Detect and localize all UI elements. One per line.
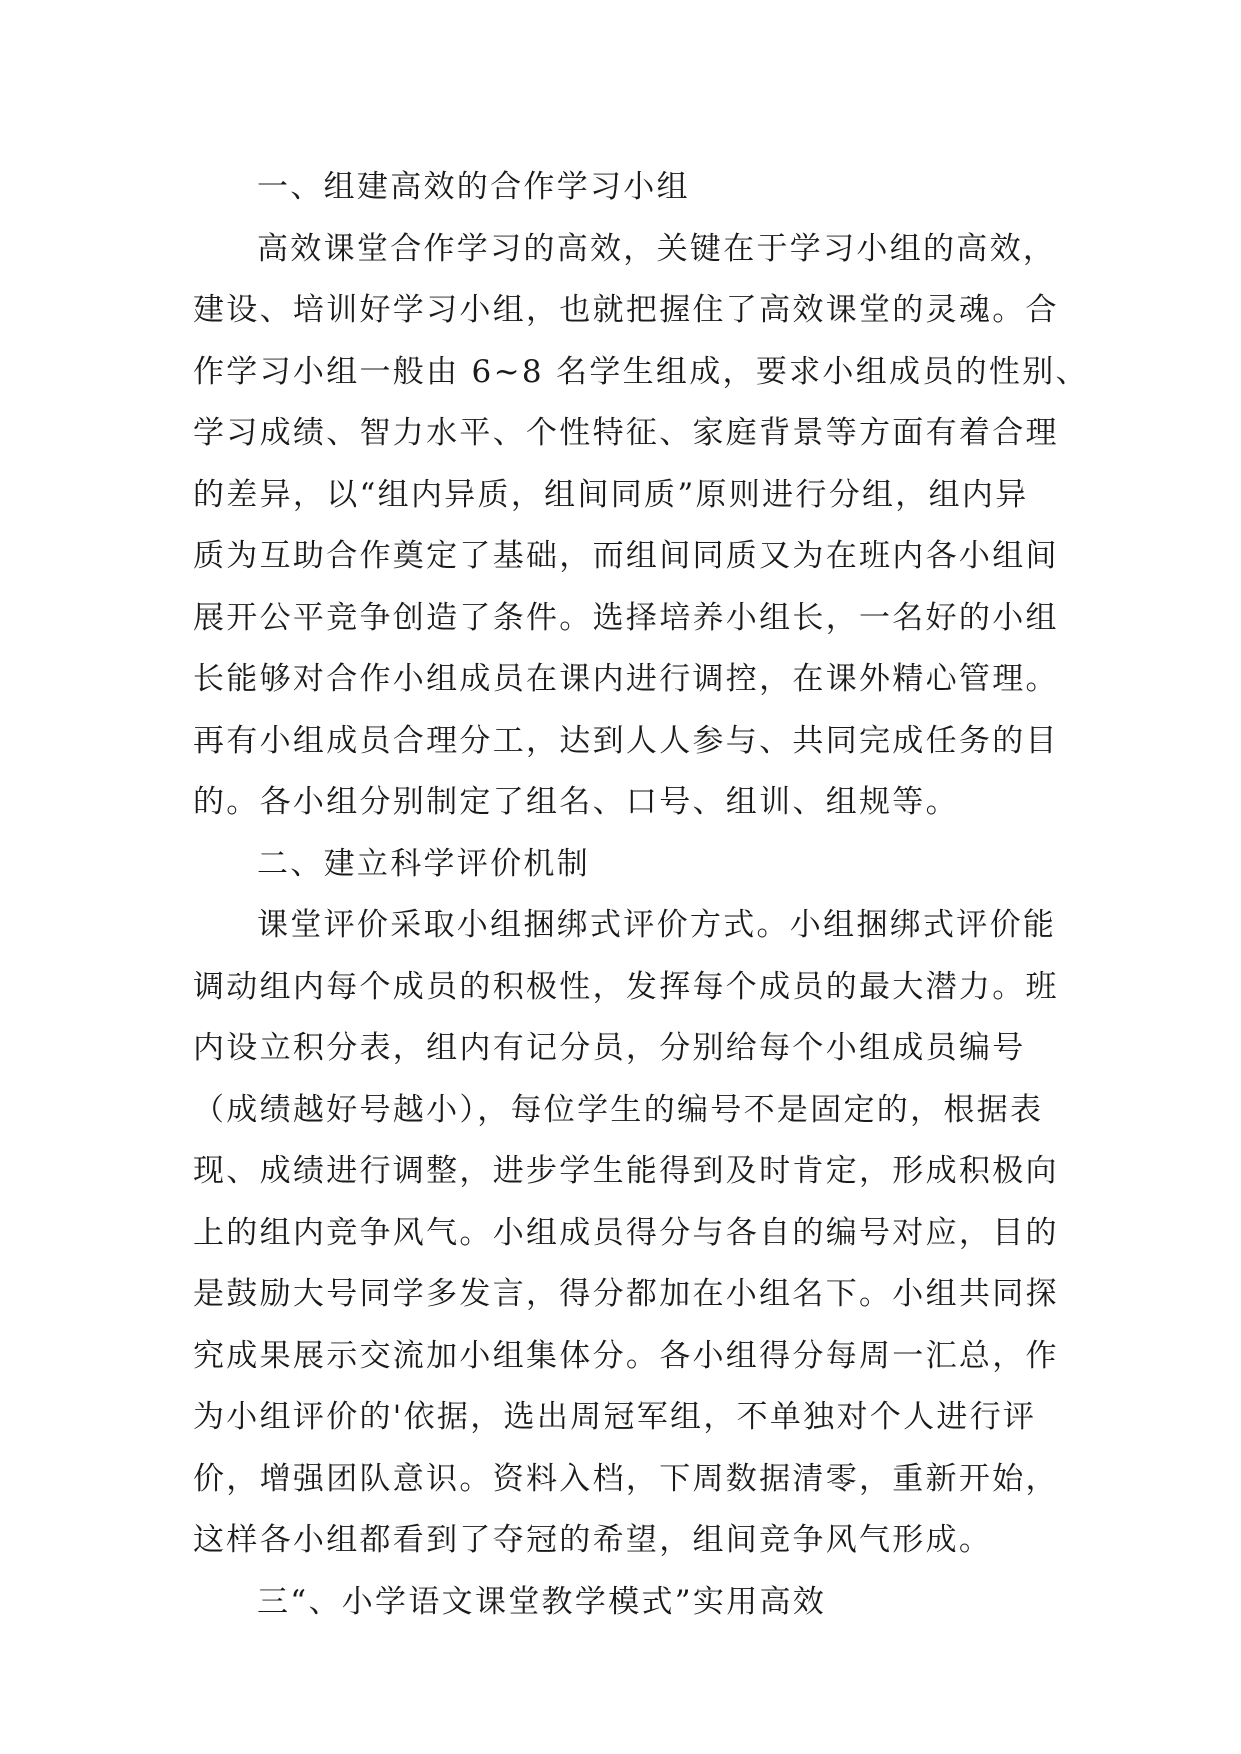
document-body bbox=[193, 157, 1089, 1633]
text-line: 展开公平竞争创造了条件。选择培养小组长，一名好的小组 bbox=[193, 599, 1059, 636]
text-line: 质为互助合作奠定了基础，而组间同质又为在班内各小组间 bbox=[193, 538, 1059, 574]
text-line: 高效课堂合作学习的高效，关键在于学习小组的高效， bbox=[257, 230, 1057, 267]
text-line: 建设、培训好学习小组，也就把握住了高效课堂的灵魂。合 bbox=[193, 292, 1059, 328]
text-line: 的。各小组分别制定了组名、口号、组训、组规等。 bbox=[193, 784, 959, 820]
text-line: 调动组内每个成员的积极性，发挥每个成员的最大潜力。班 bbox=[193, 968, 1059, 1005]
text-line: 上的组内竞争风气。小组成员得分与各自的编号对应，目的 bbox=[193, 1214, 1059, 1251]
text-line: 现、成绩进行调整，进步学生能得到及时肯定，形成积极向 bbox=[193, 1153, 1059, 1189]
text-line: 究成果展示交流加小组集体分。各小组得分每周一汇总，作 bbox=[193, 1337, 1059, 1374]
text-line: 学习成绩、智力水平、个性特征、家庭背景等方面有着合理 bbox=[193, 415, 1059, 451]
text-line: 是鼓励大号同学多发言，得分都加在小组名下。小组共同探 bbox=[193, 1276, 1059, 1312]
text-line: （成绩越好号越小），每位学生的编号不是固定的，根据表 bbox=[193, 1091, 1044, 1128]
text-line: 作学习小组一般由 6~8 名学生组成，要求小组成员的性别、 bbox=[193, 353, 1089, 390]
text-line: 的差异，以“组内异质，组间同质”原则进行分组，组内异 bbox=[193, 476, 1029, 513]
text-line: 三“、小学语文课堂教学模式”实用高效 bbox=[257, 1583, 827, 1620]
text-line: 一、组建高效的合作学习小组 bbox=[257, 169, 690, 205]
text-line: 价，增强团队意识。资料入档，下周数据清零，重新开始， bbox=[193, 1460, 1059, 1497]
text-line: 二、建立科学评价机制 bbox=[257, 845, 590, 882]
text-line: 这样各小组都看到了夺冠的希望，组间竞争风气形成。 bbox=[193, 1522, 993, 1558]
text-line: 再有小组成员合理分工，达到人人参与、共同完成任务的目 bbox=[193, 722, 1059, 759]
text-line: 为小组评价的'依据，选出周冠军组，不单独对个人进行评 bbox=[193, 1399, 1037, 1435]
text-line: 内设立积分表，组内有记分员，分别给每个小组成员编号 bbox=[193, 1030, 1026, 1066]
text-line: 课堂评价采取小组捆绑式评价方式。小组捆绑式评价能 bbox=[257, 907, 1057, 943]
text-line: 长能够对合作小组成员在课内进行调控，在课外精心管理。 bbox=[193, 661, 1059, 697]
